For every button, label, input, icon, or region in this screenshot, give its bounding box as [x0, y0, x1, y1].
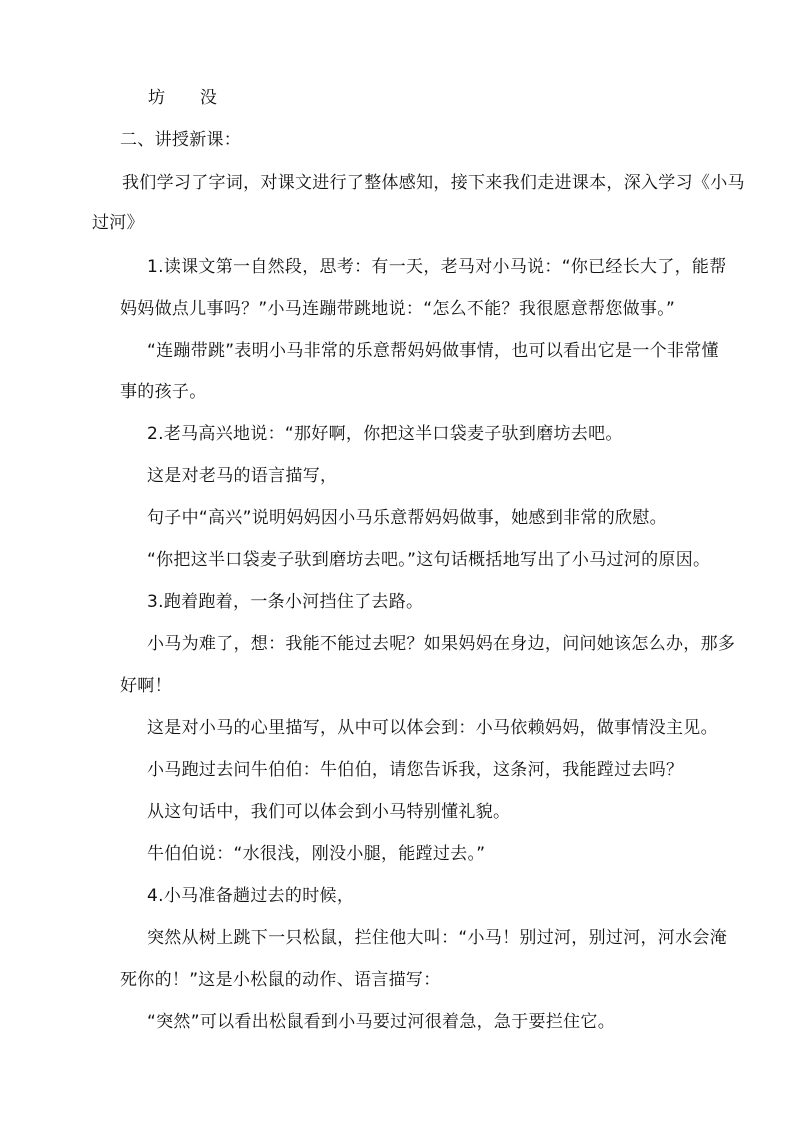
paragraph-7: 3.跑着跑着，一条小河挡住了去路。 — [147, 592, 424, 612]
paragraph-14-line-2: 死你的！”这是小松鼠的动作、语言描写： — [120, 970, 441, 990]
paragraph-intro-line-1: 我们学习了字词，对课文进行了整体感知，接下来我们走进课本，深入学习《小马 — [122, 173, 745, 193]
paragraph-3: 2.老马高兴地说：“那好啊，你把这半口袋麦子驮到磨坊去吧。 — [147, 424, 623, 444]
paragraph-11: 从这句话中，我们可以体会到小马特别懂礼貌。 — [147, 802, 511, 822]
paragraph-1-line-2: 妈妈做点儿事吗？”小马连蹦带跳地说：“怎么不能？我很愿意帮您做事。” — [120, 299, 676, 319]
paragraph-2-line-2: 事的孩子。 — [120, 382, 207, 402]
paragraph-intro-line-2: 过河》 — [92, 213, 144, 233]
paragraph-1-line-1: 1.读课文第一自然段，思考：有一天，老马对小马说：“你已经长大了，能帮 — [147, 257, 727, 277]
paragraph-4: 这是对老马的语言描写， — [147, 466, 338, 486]
paragraph-10: 小马跑过去问牛伯伯：牛伯伯，请您告诉我，这条河，我能蹚过去吗？ — [147, 760, 684, 780]
paragraph-13: 4.小马准备趟过去的时候， — [147, 886, 355, 906]
paragraph-14-line-1: 突然从树上跳下一只松鼠，拦住他大叫：“小马！别过河，别过河，河水会淹 — [147, 928, 728, 948]
paragraph-15: “突然”可以看出松鼠看到小马要过河很着急，急于要拦住它。 — [147, 1012, 616, 1032]
paragraph-12: 牛伯伯说：“水很浅，刚没小腿，能蹚过去。” — [147, 844, 486, 864]
paragraph-5: 句子中“高兴”说明妈妈因小马乐意帮妈妈做事，她感到非常的欣慰。 — [147, 508, 667, 528]
paragraph-9: 这是对小马的心里描写，从中可以体会到：小马依赖妈妈，做事情没主见。 — [147, 718, 718, 738]
paragraph-2-line-1: “连蹦带跳”表明小马非常的乐意帮妈妈做事情，也可以看出它是一个非常懂 — [147, 341, 719, 361]
paragraph-6: “你把这半口袋麦子驮到磨坊去吧。”这句话概括地写出了小马过河的原因。 — [147, 550, 711, 570]
paragraph-8-line-1: 小马为难了，想：我能不能过去呢？如果妈妈在身边，问问她该怎么办，那多 — [147, 634, 736, 654]
paragraph-8-line-2: 好啊！ — [120, 676, 172, 696]
section-heading: 二、讲授新课： — [120, 130, 242, 150]
text-line-vocab: 坊 没 — [148, 88, 218, 108]
